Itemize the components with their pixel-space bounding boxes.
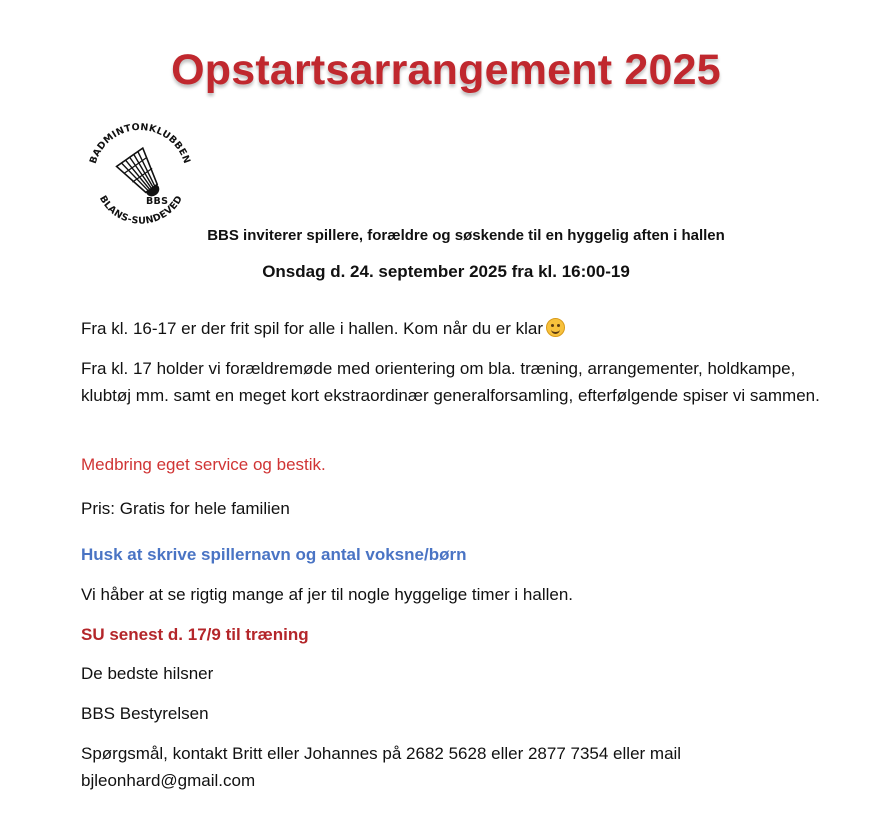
contact-paragraph: Spørgsmål, kontakt Britt eller Johannes på 2682 5628 eller 2877 7354 eller mail bjleonhard@gmail.com — [81, 744, 682, 790]
meeting-paragraph: Fra kl. 17 holder vi forældremøde med orientering om bla. træning, arrangementer, holdkampe, klubtøj mm. samt en meget kort ekstraordinær generalforsamling, efterfølgende spiser vi sammen. — [81, 359, 820, 405]
svg-text:BLANS-SUNDEVED — [97, 194, 185, 227]
signup-deadline: SU senest d. 17/9 til træning — [81, 625, 309, 644]
event-date: Onsdag d. 24. september 2025 fra kl. 16:00-19 — [262, 262, 630, 281]
intro-text: BBS inviterer spillere, forældre og søskende til en hyggelig aften i hallen — [207, 227, 725, 244]
hope-text: Vi håber at se rigtig mange af jer til nogle hyggelige timer i hallen. — [81, 585, 574, 604]
page-title: Opstartsarrangement 2025 — [171, 46, 721, 94]
logo-text-mid: BBS — [146, 196, 169, 207]
free-play-paragraph — [81, 315, 821, 342]
club-logo — [80, 106, 201, 239]
logo-text-top: BADMINTONKLUBBEN — [87, 121, 193, 166]
logo-text-bottom: BLANS-SUNDEVED — [96, 193, 186, 227]
smiley-icon — [546, 318, 565, 337]
greeting-text: De bedste hilsner — [81, 664, 214, 683]
price-text: Pris: Gratis for hele familien — [81, 499, 290, 518]
bring-notice: Medbring eget service og bestik. — [81, 455, 326, 474]
shuttlecock-logo-icon — [80, 106, 201, 239]
free-play-text: Fra kl. 16-17 er der frit spil for alle i hallen. Kom når du er klar — [81, 319, 544, 338]
signature-text: BBS Bestyrelsen — [81, 704, 209, 723]
remember-notice: Husk at skrive spillernavn og antal voksne/børn — [81, 545, 467, 564]
